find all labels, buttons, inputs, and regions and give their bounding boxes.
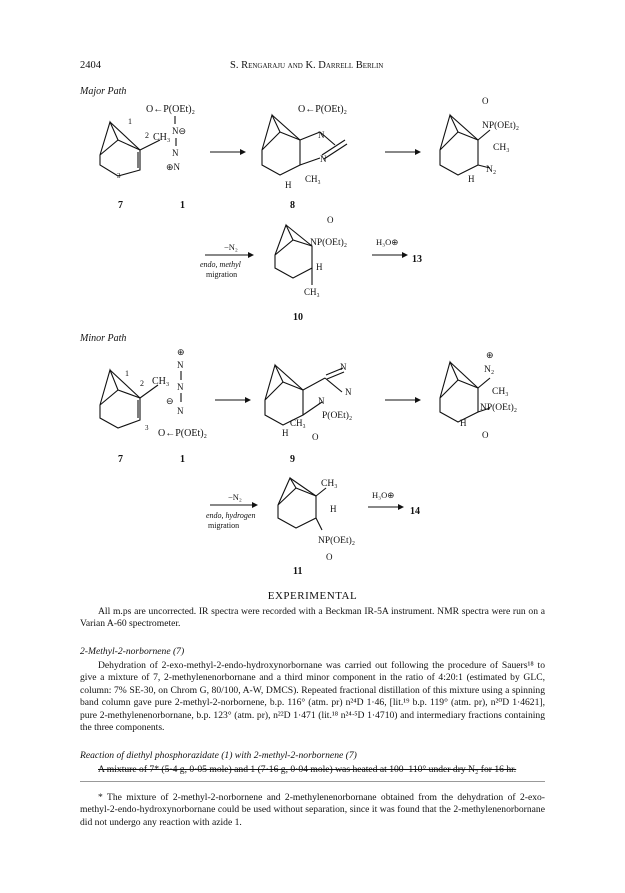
subsection-title-reaction: Reaction of diethyl phosphorazidate (1) with 2-methyl-2-norbornene (7) xyxy=(80,750,357,761)
triazoline-n3-9: N xyxy=(318,396,325,406)
azide-n2-minor: N xyxy=(177,382,184,392)
ch3-9: CH₃ xyxy=(290,418,306,428)
h-betaine-minor: H xyxy=(460,418,467,428)
azide-n-mid: N xyxy=(172,148,179,158)
compound-7-number-minor: 7 xyxy=(118,454,123,465)
migration-major-line3: migration xyxy=(206,270,238,279)
ch3-10: CH₃ xyxy=(304,287,320,297)
o-label-10: O xyxy=(327,215,334,225)
triazoline-n2-8: N xyxy=(320,154,327,164)
migration-major-line2: endo, methyl xyxy=(200,260,241,269)
n2-betaine: N₂ xyxy=(486,165,497,175)
product-13: 13 xyxy=(412,254,422,265)
compound-11-number: 11 xyxy=(293,566,303,577)
footnote-divider xyxy=(80,781,545,782)
atom-2-minor: 2 xyxy=(140,379,144,388)
norbornene-structure-7-minor xyxy=(100,370,158,428)
atom-3-minor: 3 xyxy=(145,424,149,432)
compound-10-number: 10 xyxy=(293,312,303,323)
plus-betaine-minor: ⊕ xyxy=(486,350,494,360)
subsection-text-reaction: A mixture of 7* (5·4 g, 0·05 mole) and 1 (7·16 g, 0·04 mole) was heated at 100–110° under dry N₂ for 16 hr. xyxy=(98,764,517,775)
np-oet-11: NP(OEt)₂ xyxy=(318,536,356,546)
h-8: H xyxy=(285,180,292,190)
compound-9-number: 9 xyxy=(290,454,295,465)
reagent-oetp-major: O←P(OEt)₂ xyxy=(146,104,196,115)
reagent-oetp-8: O←P(OEt)₂ xyxy=(298,104,348,115)
triazoline-n2-9: N xyxy=(345,387,352,397)
compound-1-number-major: 1 xyxy=(180,200,185,211)
h-9: H xyxy=(282,428,289,438)
product-14: 14 xyxy=(410,506,420,517)
ch3-11: CH₃ xyxy=(321,479,338,489)
h-betaine: H xyxy=(468,174,475,184)
azide-n3-minor: N xyxy=(177,406,184,416)
o-11: O xyxy=(326,552,333,560)
triazoline-n-8: N xyxy=(318,130,325,140)
subsection-title-7: 2-Methyl-2-norbornene (7) xyxy=(80,646,185,657)
ch3-8: CH₃ xyxy=(305,174,321,184)
minor-path-label: Minor Path xyxy=(80,333,127,344)
reagent-oetp-minor: O←P(OEt)₂ xyxy=(158,428,208,439)
compound-8-number: 8 xyxy=(290,200,295,211)
azide-n-plus: ⊕N xyxy=(166,162,181,172)
compound-7-number-major: 7 xyxy=(118,200,123,211)
compound-1-number-minor: 1 xyxy=(180,454,185,465)
running-head-authors: S. Rengaraju and K. Darrell Berlin xyxy=(230,60,384,71)
n2-betaine-minor: N₂ xyxy=(484,365,495,375)
azide-minus-minor: ⊖ xyxy=(166,396,174,406)
page-number: 2404 xyxy=(80,60,101,71)
atom-3: 3 xyxy=(117,172,121,180)
section-title-experimental: EXPERIMENTAL xyxy=(267,590,358,602)
h-11: H xyxy=(330,504,337,514)
ch3-betaine-minor: CH₃ xyxy=(492,387,509,397)
o-minus-betaine: O xyxy=(482,96,489,106)
atom-1: 1 xyxy=(128,117,132,126)
migration-minor-line2: endo, hydrogen xyxy=(206,511,256,520)
betaine-structure-minor xyxy=(440,362,490,422)
migration-minor-line1: −N₂ xyxy=(228,492,242,502)
o-betaine-minor: O xyxy=(482,430,489,440)
h3o-major: H₃O⊕ xyxy=(376,237,399,247)
atom-1-minor: 1 xyxy=(125,369,129,378)
o-9: O xyxy=(312,432,319,442)
triazoline-n1-9: N xyxy=(340,362,347,372)
ch3-betaine: CH₃ xyxy=(493,143,510,153)
footnote: * The mixture of 2-methyl-2-norbornene and 2-methylenenorbornane obtained from the dehydration of 2-exo-methyl-2-endo-hydroxynorbornane could be used without separation, since it was found that the 2-methylenenorbornane did not undergo any reaction with azide 1. xyxy=(80,792,545,828)
ch3-7-major: CH₃ xyxy=(153,132,171,143)
np-oet-betaine-minor: NP(OEt)₂ xyxy=(480,403,518,413)
norbornene-structure-7-major xyxy=(100,122,160,176)
azide-n-plus-minor: ⊕ xyxy=(177,347,185,357)
major-path-label: Major Path xyxy=(80,86,127,97)
amide-structure-10 xyxy=(275,225,312,285)
np-oet-10: NP(OEt)₂ xyxy=(310,238,348,248)
amide-structure-11 xyxy=(278,478,326,530)
migration-minor-line3: migration xyxy=(208,521,240,530)
h-10: H xyxy=(316,262,323,272)
ch3-7-minor: CH₃ xyxy=(152,376,170,387)
atom-2: 2 xyxy=(145,131,149,140)
np-oet-betaine: NP(OEt)₂ xyxy=(482,121,520,131)
azide-n1-minor: N xyxy=(177,360,184,370)
migration-major-line1: −N₂ xyxy=(224,242,238,252)
h3o-minor: H₃O⊕ xyxy=(372,490,395,500)
experimental-intro: All m.ps are uncorrected. IR spectra were recorded with a Beckman IR-5A instrument. NMR spectra were run on a Varian A-60 spectrometer. xyxy=(80,606,545,630)
azide-n-minus: N⊖ xyxy=(172,126,187,136)
triazoline-structure-8 xyxy=(262,115,347,175)
p-oet-9: P(OEt)₂ xyxy=(322,411,353,421)
subsection-text-7: Dehydration of 2-exo-methyl-2-endo-hydroxynorbornane was carried out following the procedure of Sauers¹⁸ to give a mixture of 7, 2-methylenenorbornane and a third minor component in the ratio of 4:20:1 (estimated by GLC, column: 7% SE-30, on Chrom G, 80/100, A-W, DMCS). Repeated fractional distillation of this mixture using a spinning band column gave pure 2-methyl-2-norbornene, b.p. 116° (atm. pr) n²⁴D 1·46, [lit.¹⁹ b.p. 119° (atm. pr), n²⁰D 1·4621], pure 2-methylenenorbornane, b.p. 123° (atm. pr), n²²D 1·471 (lit.¹⁸ n²⁴ᐧ⁵D 1·4710) and intermediary fractions containing the three components. xyxy=(80,660,545,734)
